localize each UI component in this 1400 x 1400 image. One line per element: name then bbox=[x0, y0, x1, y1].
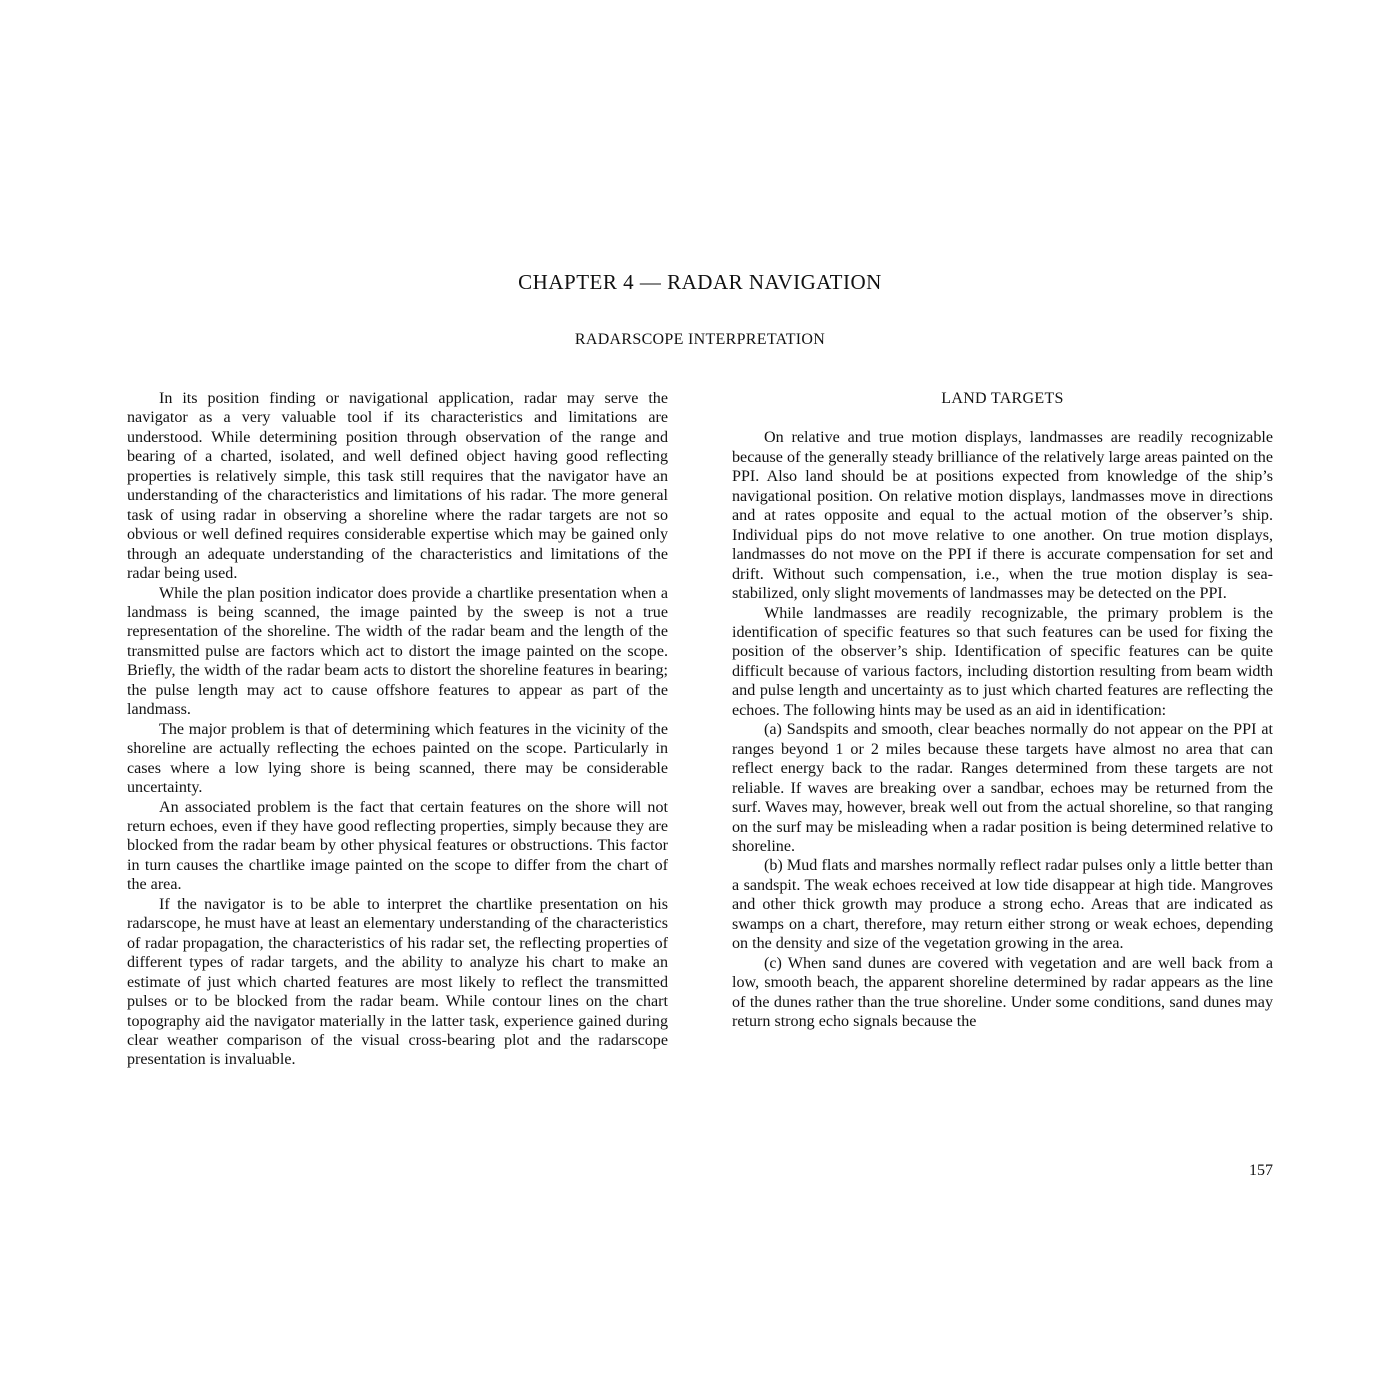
land-targets-heading: LAND TARGETS bbox=[941, 390, 1064, 407]
paragraph: If the navigator is to be able to interpret the chartlike presentation on his radarscope, he must have at least an elementary understanding of the characteristics of radar propagation, the characteristics of his radar set, the reflecting properties of different types of radar targets, and the ability to analyze his chart to make an estimate of just which charted features are most likely to reflect the transmitted pulses or to be blocked from the radar beam. While contour lines on the chart topography aid the navigator materially in the latter task, experience gained during clear weather comparison of the visual cross-bearing plot and the radarscope presentation is invaluable. bbox=[127, 895, 668, 1069]
paragraph: While the plan position indicator does provide a chartlike presentation when a landmass is being scanned, the image painted by the sweep is not a true representation of the shoreline. The width of the radar beam and the length of the transmitted pulse are factors which act to distort the image painted on the scope. Briefly, the width of the radar beam acts to distort the shoreline features in bearing; the pulse length may act to cause offshore features to appear as part of the landmass. bbox=[127, 584, 668, 719]
paragraph: On relative and true motion displays, landmasses are readily recognizable because of the generally steady brilliance of the relatively large areas painted on the PPI. Also land should be at positions expected from knowledge of the ship’s navigational position. On relative motion displays, landmasses move in directions and at rates opposite and equal to the actual motion of the observer’s ship. Individual pips do not move relative to one another. On true motion displays, landmasses do not move on the PPI if there is accurate compensation for set and drift. Without such compensation, i.e., when the true motion display is sea-stabilized, only slight movements of landmasses may be detected on the PPI. bbox=[732, 429, 1273, 603]
paragraph: (a) Sandspits and smooth, clear beaches normally do not appear on the PPI at ranges beyond 1 or 2 miles because these targets have almost no area that can reflect energy back to the radar. Ranges determined from these targets are not reliable. If waves are breaking over a sandbar, echoes may be returned from the surf. Waves may, however, break well out from the actual shoreline, so that ranging on the surf may be misleading when a radar position is being determined relative to shoreline. bbox=[732, 721, 1273, 855]
paragraph: (c) When sand dunes are covered with vegetation and are well back from a low, smooth beach, the apparent shoreline determined by radar appears as the line of the dunes rather than the true shoreline. Under some conditions, sand dunes may return strong echo signals because the bbox=[732, 954, 1273, 1031]
chapter-title: CHAPTER 4 — RADAR NAVIGATION bbox=[518, 270, 882, 294]
paragraph: While landmasses are readily recognizable, the primary problem is the identification of specific features so that such features can be used for fixing the position of the observer’s ship. Identification of specific features can be quite difficult because of various factors, including distortion resulting from beam width and pulse length and uncertainty as to just which charted features are reflecting the echoes. The following hints may be used as an aid in identification: bbox=[732, 604, 1273, 719]
right-column bbox=[732, 389, 1273, 1032]
paragraph: The major problem is that of determining which features in the vicinity of the shoreline are actually reflecting the echoes painted on the scope. Particularly in cases where a low lying shore is being scanned, there may be considerable uncertainty. bbox=[127, 720, 668, 797]
page-number: 157 bbox=[1249, 1162, 1273, 1179]
section-title: RADARSCOPE INTERPRETATION bbox=[574, 331, 826, 348]
paragraph: (b) Mud flats and marshes normally reflect radar pulses only a little better than a sandspit. The weak echoes received at low tide disappear at high tide. Mangroves and other thick growth may produce a strong echo. Areas that are indicated as swamps on a chart, therefore, may return either strong or weak echoes, depending on the density and size of the vegetation growing in the area. bbox=[732, 857, 1273, 953]
paragraph: An associated problem is the fact that certain features on the shore will not return echoes, even if they have good reflecting properties, simply because they are blocked from the radar beam by other physical features or obstructions. This factor in turn causes the chartlike image painted on the scope to differ from the chart of the area. bbox=[127, 798, 668, 894]
paragraph: In its position finding or navigational application, radar may serve the navigator as a very valuable tool if its characteristics and limitations are understood. While determining position through observation of the range and bearing of a charted, isolated, and well defined object having good reflecting properties is relatively simple, this task still requires that the navigator have an understanding of the characteristics and limitations of his radar. The more general task of using radar in observing a shoreline where the radar targets are not so obvious or well defined requires considerable expertise which may be gained only through an adequate understanding of the characteristics and limitations of the radar being used. bbox=[127, 390, 668, 583]
left-column bbox=[127, 389, 668, 1070]
